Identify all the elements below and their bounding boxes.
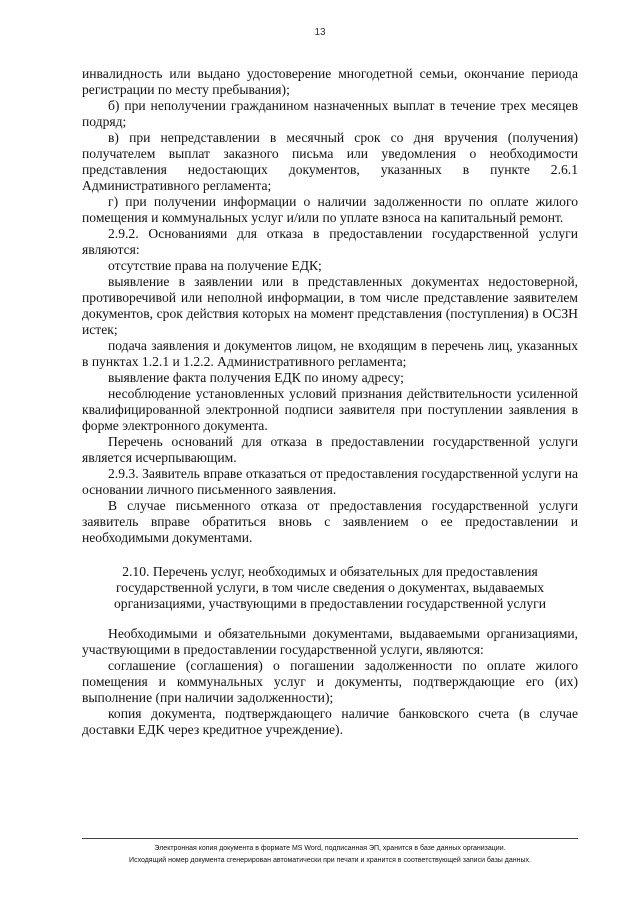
paragraph: в) при непредставлении в месячный срок со дня вручения (получения) получателем выплат заказного письма или уведомления о необходимости представления недостающих документов, указанных в пункте 2.6.1 Административного регламента;: [82, 130, 578, 193]
spacer: [82, 612, 578, 626]
paragraph: 2.9.2. Основаниями для отказа в предоставлении государственной услуги являются:: [82, 226, 578, 257]
footer-line: Исходящий номер документа сгенерирован автоматически при печати и хранится в соответствующей записи базы данных.: [129, 857, 531, 864]
paragraph: б) при неполучении гражданином назначенных выплат в течение трех месяцев подряд;: [82, 98, 578, 129]
paragraph: Перечень оснований для отказа в предоставлении государственной услуги является исчерпывающим.: [82, 434, 578, 465]
paragraph: Необходимыми и обязательными документами, выдаваемыми организациями, участвующими в предоставлении государственной услуги, являются:: [82, 626, 578, 657]
page-number: 13: [314, 27, 326, 38]
paragraph: г) при получении информации о наличии задолженности по оплате жилого помещения и коммунальных услуг и/или по уплате взноса на капитальный ремонт.: [82, 194, 578, 225]
footer-divider: [82, 838, 578, 839]
paragraph: 2.9.3. Заявитель вправе отказаться от предоставления государственной услуги на основании личного письменного заявления.: [82, 466, 578, 497]
footer-line: Электронная копия документа в формате MS Word, подписанная ЭП, хранится в базе данных организации.: [154, 845, 506, 852]
paragraph: выявление факта получения ЕДК по иному адресу;: [108, 370, 404, 385]
paragraph: В случае письменного отказа от предоставления государственной услуги заявитель вправе обратиться вновь с заявлением о ее предоставлении и необходимыми документами.: [82, 498, 578, 545]
footer-note: [82, 843, 578, 867]
paragraph: отсутствие права на получение ЕДК;: [108, 258, 322, 273]
paragraph: подача заявления и документов лицом, не входящим в перечень лиц, указанных в пунктах 1.2.1 и 1.2.2. Административного регламента;: [82, 338, 578, 369]
paragraph: копия документа, подтверждающего наличие банковского счета (в случае доставки ЕДК через кредитное учреждение).: [82, 706, 578, 737]
spacer: [82, 546, 578, 564]
paragraph: выявление в заявлении или в представленных документах недостоверной, противоречивой или неполной информации, в том числе представление заявителем документов, срок действия которых на момент представления (поступления) в ОСЗН истек;: [82, 274, 578, 337]
paragraph: несоблюдение установленных условий признания действительности усиленной квалифицированной электронной подписи заявителя при поступлении заявления в форме электронного документа.: [82, 386, 578, 433]
section-heading: 2.10. Перечень услуг, необходимых и обязательных для предоставления государственной услуги, в том числе сведения о документах, выдаваемых организациями, участвующими в предоставлении государственной услуги: [114, 564, 546, 611]
document-body: [82, 66, 578, 738]
paragraph: соглашение (соглашения) о погашении задолженности по оплате жилого помещения и коммунальных услуг и документы, подтверждающие его (их) выполнение (при наличии задолженности);: [82, 658, 578, 705]
paragraph: инвалидность или выдано удостоверение многодетной семьи, окончание периода регистрации по месту пребывания);: [82, 66, 578, 97]
